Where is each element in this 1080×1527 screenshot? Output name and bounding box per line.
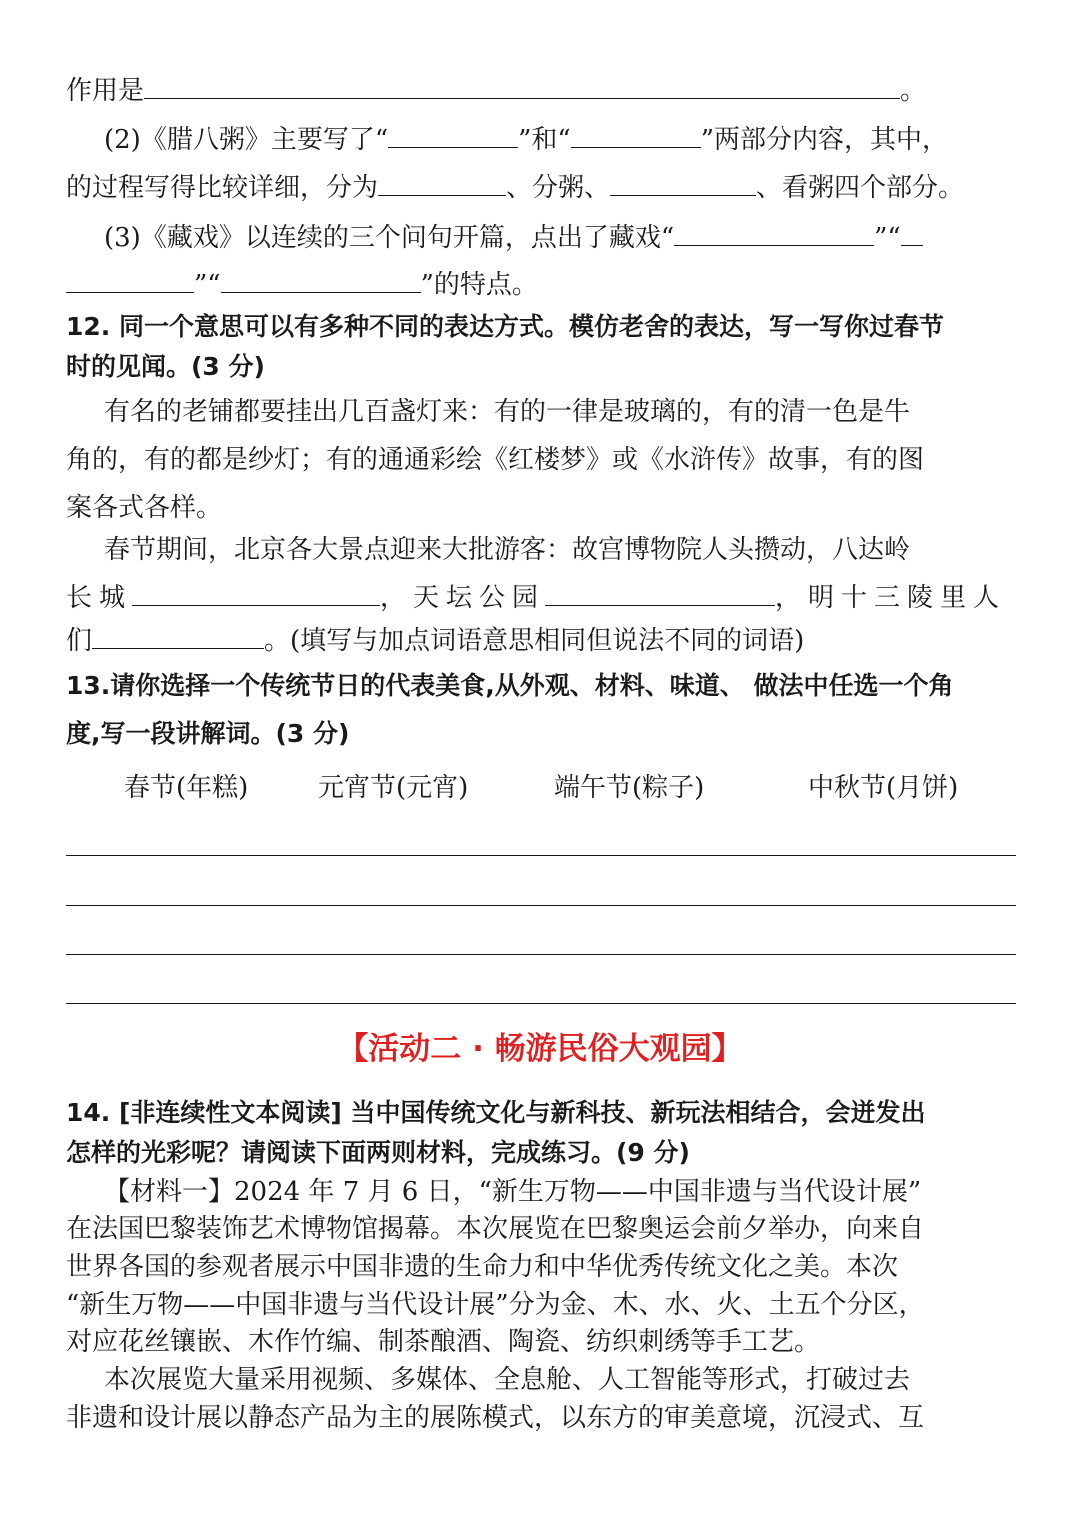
material1-line: 本次展览大量采用视频、多媒体、全息舱、人工智能等形式，打破过去 <box>104 1365 911 1395</box>
answer-blank[interactable] <box>571 121 701 148</box>
q12-example-line2: 角的，有的都是纱灯；有的通通彩绘《红楼梦》或《水浒传》故事，有的图 <box>66 445 925 475</box>
answer-blank[interactable] <box>144 72 900 99</box>
writing-line[interactable] <box>66 1003 1016 1004</box>
q12-title-line2: 时的见闻。(3 分) <box>66 352 265 381</box>
q11-sub3-line1: (3)《藏戏》以连续的三个问句开篇，点出了藏戏“ ”“ <box>104 219 1016 256</box>
material1-line: 世界各国的参观者展示中国非遗的生命力和中华优秀传统文化之美。本次 <box>66 1252 899 1282</box>
q11-sub2-line2: 的过程写得比较详细，分为 、分粥、 、看粥四个部分。 <box>66 169 1016 206</box>
writing-line[interactable] <box>66 954 1016 955</box>
answer-blank[interactable] <box>132 579 380 606</box>
q11-sub3-line2: ”“ ”的特点。 <box>66 266 1016 303</box>
material1-line: 非遗和设计展以静态产品为主的展陈模式，以东方的审美意境，沉浸式、互 <box>66 1403 925 1433</box>
answer-blank[interactable] <box>545 579 775 606</box>
answer-blank[interactable] <box>674 219 874 246</box>
q13-title-line1: 13.请你选择一个传统节日的代表美食,从外观、材料、味道、 做法中任选一个角 <box>66 671 954 700</box>
q11-sub2-line1: (2)《腊八粥》主要写了“ ”和“ ”两部分内容，其中， <box>104 121 1016 158</box>
food-option: 春节(年糕) <box>124 773 249 803</box>
writing-line[interactable] <box>66 905 1016 906</box>
material1-line: 在法国巴黎装饰艺术博物馆揭幕。本次展览在巴黎奥运会前夕举办，向来自 <box>66 1214 925 1244</box>
answer-blank[interactable] <box>610 169 756 196</box>
answer-blank[interactable] <box>378 169 506 196</box>
q13-title-line2: 度,写一段讲解词。(3 分) <box>66 719 350 748</box>
q14-title-line1: 14. [非连续性文本阅读] 当中国传统文化与新科技、新玩法相结合，会迸发出 <box>66 1098 926 1127</box>
answer-blank[interactable] <box>388 121 518 148</box>
q12-title-line1: 12. 同一个意思可以有多种不同的表达方式。模仿老舍的表达，写一写你过春节 <box>66 312 944 341</box>
q12-task-line2: 长城 ，天坛公园 ，明十三陵里人 <box>66 579 1016 616</box>
material1-line: 【材料一】2024 年 7 月 6 日，“新生万物——中国非遗与当代设计展” <box>104 1177 922 1207</box>
food-option: 中秋节(月饼) <box>808 773 959 803</box>
food-option: 端午节(粽子) <box>554 773 705 803</box>
q14-title-line2: 怎样的光彩呢？请阅读下面两则材料，完成练习。(9 分) <box>66 1138 690 1167</box>
q12-example-line1: 有名的老铺都要挂出几百盏灯来：有的一律是玻璃的，有的清一色是牛 <box>104 397 911 427</box>
answer-blank[interactable] <box>901 219 923 246</box>
q12-task-line1: 春节期间，北京各大景点迎来大批游客：故宫博物院人头攒动，八达岭 <box>104 535 911 565</box>
answer-blank[interactable] <box>66 266 194 293</box>
q11-line1: 作用是 。 <box>66 72 1016 109</box>
answer-blank[interactable] <box>92 622 264 649</box>
writing-line[interactable] <box>66 855 1016 856</box>
q12-example-line3: 案各式各样。 <box>66 493 223 523</box>
q12-task-line3: 们 。(填写与加点词语意思相同但说法不同的词语) <box>66 622 1016 659</box>
material1-line: 对应花丝镶嵌、木作竹编、制茶酿酒、陶瓷、纺织刺绣等手工艺。 <box>66 1327 821 1357</box>
food-option: 元宵节(元宵) <box>318 773 469 803</box>
material1-line: “新生万物——中国非遗与当代设计展”分为金、木、水、火、土五个分区， <box>66 1290 925 1320</box>
answer-blank[interactable] <box>221 266 421 293</box>
section-heading: 【活动二 · 畅游民俗大观园】 <box>337 1031 743 1067</box>
